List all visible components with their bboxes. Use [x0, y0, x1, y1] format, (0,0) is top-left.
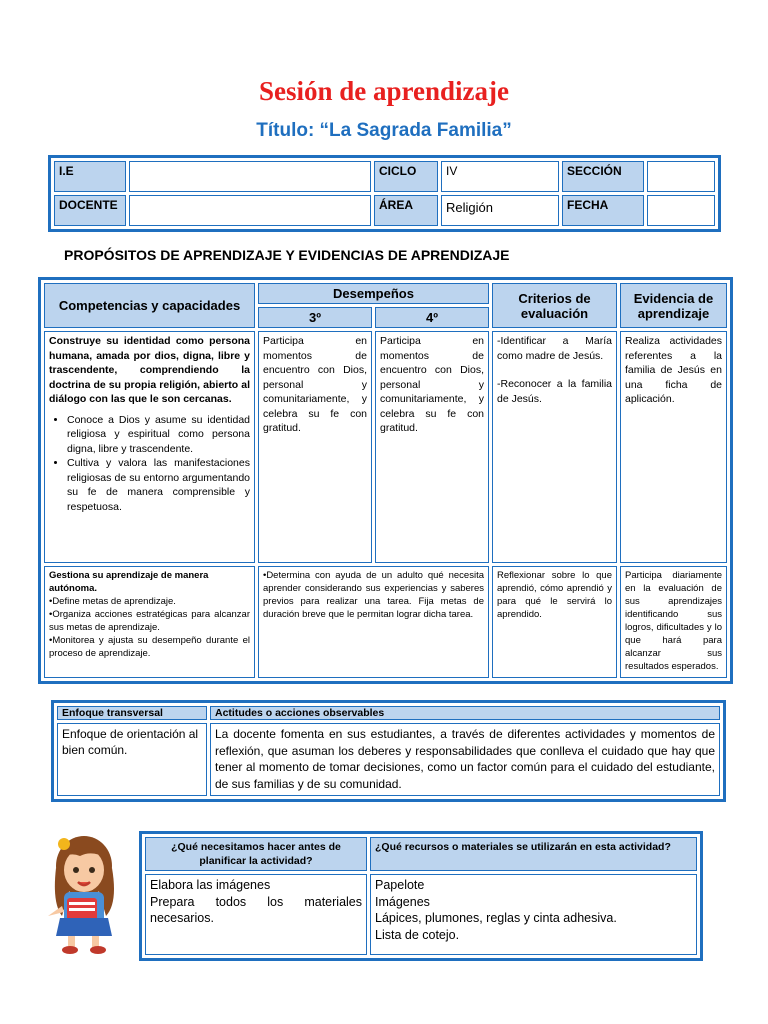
col-4: 4º	[375, 307, 489, 328]
evidencia-cell-1: Realiza actividades referentes a la familia de Jesús en una ficha de aplicación.	[620, 331, 727, 563]
competencia-cell-2	[44, 566, 255, 678]
actitudes-value: La docente fomenta en sus estudiantes, a través de diferentes actividades y momentos de reflexión, que asuman los deberes y responsabilidades que conlleva el cuidado que hay que tener al momento de tomar decisiones, como un factor común para el cuidado del estudiante, de sus familias y de su comunidad.	[210, 723, 720, 796]
capacidad-line: •Define metas de aprendizaje.	[49, 596, 176, 607]
col-criterios: Criterios de evaluación	[492, 283, 617, 328]
capacidad-line: •Organiza acciones estratégicas para alcanzar sus metas de aprendizaje.	[49, 609, 250, 633]
criterio-item: -Identificar a María como madre de Jesús.	[497, 335, 612, 362]
ie-field[interactable]	[129, 161, 371, 192]
before-cell	[145, 874, 367, 955]
resource-item: Lista de cotejo.	[375, 927, 460, 942]
col-evidencia: Evidencia de aprendizaje	[620, 283, 727, 328]
competencia-title-2: Gestiona su aprendizaje de manera autónoma.	[49, 570, 209, 594]
resources-cell	[370, 874, 697, 955]
enfoque-table	[51, 700, 726, 802]
before-item: Elabora las imágenes	[150, 878, 271, 892]
page-title: Sesión de aprendizaje	[258, 76, 509, 106]
docente-field[interactable]	[129, 195, 371, 226]
ciclo-field[interactable]: IV	[441, 161, 559, 192]
docente-label: DOCENTE	[54, 195, 126, 226]
col-before: ¿Qué necesitamos hacer antes de planificar la actividad?	[145, 837, 367, 871]
ciclo-label: CICLO	[374, 161, 438, 192]
info-table	[48, 155, 721, 232]
fecha-label: FECHA	[562, 195, 644, 226]
before-item: Prepara todos los materiales necesarios.	[150, 894, 362, 925]
criterio-cell-2: Reflexionar sobre lo que aprendió, cómo aprendió y para qué le servirá lo aprendido.	[492, 566, 617, 678]
desempeno-4-cell: Participa en momentos de encuentro con Dios, personal y comunitariamente, y celebra su fe con gratitud.	[375, 331, 489, 563]
area-label: ÁREA	[374, 195, 438, 226]
criterios-cell-1	[492, 331, 617, 563]
col-desempenos: Desempeños	[258, 283, 489, 304]
ie-label: I.E	[54, 161, 126, 192]
desempeno-cell-2: •Determina con ayuda de un adulto qué necesita aprender considerando sus experiencias y saberes previos para realizar una tarea. Fija metas de duración breve que le permitan lograr dicha tarea.	[258, 566, 489, 678]
area-field[interactable]: Religión	[441, 195, 559, 226]
col-actitudes: Actitudes o acciones observables	[210, 706, 720, 720]
col-competencias: Competencias y capacidades	[44, 283, 255, 328]
page-subtitle: Título: “La Sagrada Familia”	[256, 120, 512, 141]
seccion-field[interactable]	[647, 161, 715, 192]
capacidad-item: • Conoce a Dios y asume su identidad religiosa y espiritual como persona digna, libre y trascendente.	[67, 413, 250, 457]
competencia-cell-1	[44, 331, 255, 563]
preparation-table	[139, 831, 703, 961]
capacidades-list	[49, 413, 250, 515]
capacidad-item: • Cultiva y valora las manifestaciones religiosas de su entorno argumentando su fe de manera comprensible y respetuosa.	[67, 456, 250, 514]
seccion-label: SECCIÓN	[562, 161, 644, 192]
criterio-item: -Reconocer a la familia de Jesús.	[497, 378, 612, 405]
purposes-heading: PROPÓSITOS DE APRENDIZAJE Y EVIDENCIAS DE APRENDIZAJE	[64, 247, 510, 263]
fecha-field[interactable]	[647, 195, 715, 226]
resource-item: Lápices, plumones, reglas y cinta adhesiva.	[375, 911, 617, 925]
col-3: 3º	[258, 307, 372, 328]
desempeno-3-cell: Participa en momentos de encuentro con Dios, personal y comunitariamente, y celebra su fe con gratitud.	[258, 331, 372, 563]
resource-item: Papelote	[375, 878, 425, 892]
purposes-table	[38, 277, 733, 684]
capacidad-line: •Monitorea y ajusta su desempeño durante el proceso de aprendizaje.	[49, 635, 250, 659]
girl-student-icon	[40, 828, 130, 956]
col-resources: ¿Qué recursos o materiales se utilizarán en esta actividad?	[370, 837, 697, 871]
enfoque-value: Enfoque de orientación al bien común.	[57, 723, 207, 796]
col-enfoque: Enfoque transversal	[57, 706, 207, 720]
evidencia-cell-2: Participa diariamente en la evaluación de sus aprendizajes identificando sus logros, dificultades y lo que hará para alcanzar sus resultados esperados.	[620, 566, 727, 678]
resource-item: Imágenes	[375, 894, 430, 909]
competencia-title-1: Construye su identidad como persona humana, amada por dios, digna, libre y trascendente, comprendiendo la doctrina de su propia religión, abierto al diálogo con las que le son cercanas.	[49, 335, 250, 405]
